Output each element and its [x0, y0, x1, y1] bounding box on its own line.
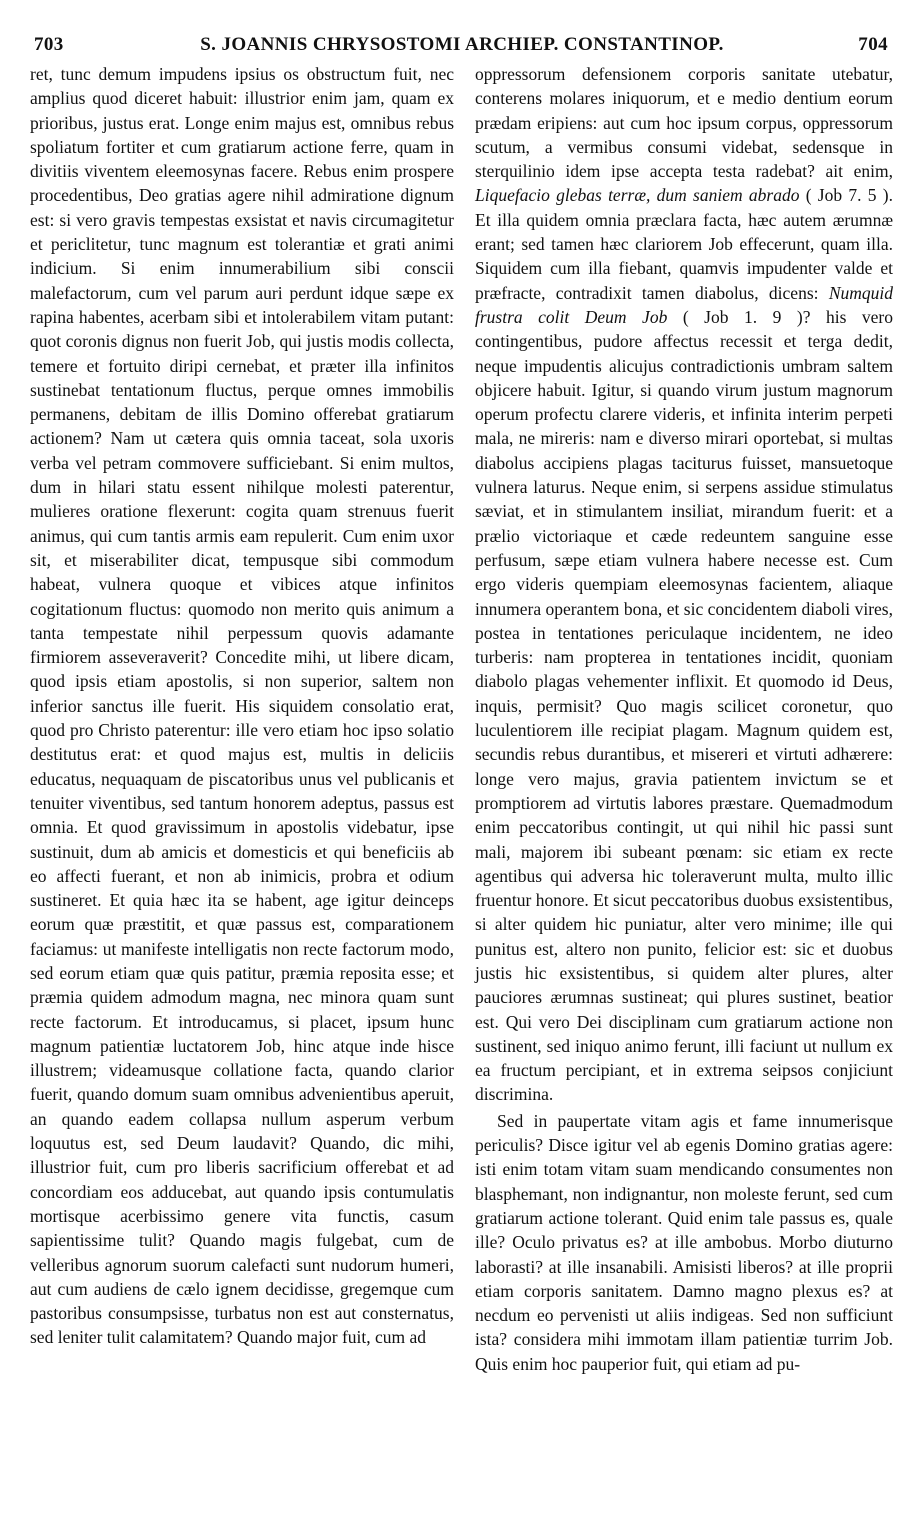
- right-paragraph-1: [475, 62, 893, 1107]
- right-paragraph-2: Sed in paupertate vitam agis et fame innumerisque periculis? Disce igitur vel ab egenis Domino gratias agere: isti enim totam vitam suam mendicando consumentes non blasphemant, non indignantur, non moleste ferunt, sed cum gratiarum actione tolerant. Quid enim tale passus es, quale ille? Oculo privatus es? at ille ambobus. Morbo diuturno laborasti? at ille insanabili. Amisisti liberos? at ille proprii etiam corporis sanitatem. Damno magno plexus es? at necdum eo pervenisti ut aliis indigeas. Sed non sufficiunt ista? considera mihi immotam illam patientiæ turrim Job. Quis enim hoc pauperior fuit, qui etiam ad pu-: [475, 1110, 893, 1374]
- left-column: [30, 62, 454, 1350]
- right-column: [475, 62, 893, 1376]
- right-paragraph-1-text-b: Et illa quidem omnia præclara facta, hæc autem ærumnæ erant; sed tamen hæc clariorem Job effecerunt, quam illa. Siquidem cum illa fiebant, quamvis impudenter valde et præfracte, contradixit tamen diabolus, dicens:: [475, 209, 893, 303]
- running-header: [28, 34, 896, 62]
- right-paragraph-1-text-a: oppressorum defensionem corporis sanitate utebatur, conterens molares iniquorum, et e medio dentium eorum prædam eripiens: aut cum hoc ipsum corpus, oppressorum scutum, a vermibus consumi videbat, sedensque in sterquilinio idem ipse accepta testa radebat? ait enim,: [475, 64, 893, 182]
- page-number-left: 703: [34, 34, 64, 55]
- scripture-ref-job-7-5: ( Job 7. 5 ).: [799, 185, 893, 206]
- scripture-quote-job-7-5: Liquefacio glebas terræ, dum saniem abrado: [475, 185, 800, 206]
- scripture-ref-job-1-9: ( Job 1. 9 )?: [667, 306, 811, 327]
- right-paragraph-1-text-c: his vero contingentibus, pudore affectus recessit et terga dedit, neque impudentis alicujus contradictionis umbram saltem objicere habuit. Igitur, si quando virum justum magnorum operum profectu clarere videris, et infinita interim perpeti mala, ne mireris: nam e diverso mirari oportebat, si multas diabolus accipiens plagas taciturus fuisset, mansuetoque vulnera laturus. Neque enim, si serpens assidue stimulatus sæviat, et in stimulantem insiliat, mirandum fuerit: et a prælio victoriaque et cæde redeuntem sanguine esse perfusum, sæpe etiam vulnera habere necesse est. Cum ergo videris quempiam eleemosynas facientem, aliaque innumera operantem bona, et sic concidentem diaboli vires, postea in tentationes periculaque incidentem, ne ideo turberis: nam propterea in tentationes incidit, quoniam diabolo plagas vehementer inflixit. Et quomodo id Deus, inquis, permisit? Quo magis scilicet coronetur, quo luculentiorem ille recipiat plagam. Magnum quidem est, secundis rebus durantibus, et misereri et virtuti adhærere: longe vero majus, gravia patientem invictum se et promptiorem ad virtutis labores præstare. Quemadmodum enim peccatoribus contingit, ut qui nihil hic passi sunt mali, majorem ibi subeant pœnam: sic etiam ex recte agentibus qui adversa hic toleraverunt multa, multo illic fruentur honore. Et sicut peccatoribus duobus exsistentibus, si alter quidem hic puniatur, alter vero minime; ille qui punitus est, altero non punito, felicior est: sic et duobus justis hic exsistentibus, si quidem alter plures, alter pauciores ærumnas sustineat; qui plures sustinet, beatior est. Qui vero Dei disciplinam cum gratiarum actione non sustinent, sed iniquo animo ferunt, illi faciunt ut nullum ex ea fructum percipiant, et in extrema seipsos conjiciunt discrimina.: [475, 306, 893, 1105]
- running-title: S. JOANNIS CHRYSOSTOMI ARCHIEP. CONSTANTINOP.: [200, 34, 724, 55]
- page-number-right: 704: [858, 34, 888, 55]
- scripture-quote-job-1-9: Numquid frustra colit Deum Job: [475, 282, 893, 327]
- left-paragraph-1: ret, tunc demum impudens ipsius os obstructum fuit, nec amplius quod diceret habuit: illustrior enim jam, quam ex prioribus, justus erat. Longe enim majus est, omnibus rebus spoliatum fortiter et cum gratiarum actione ferre, quam in divitiis viventem eleemosynas facere. Rebus enim prospere procedentibus, Deo gratias agere nihil admiratione dignum est: si vero gravis tempestas exsistat et navis circumagitetur et periclitetur, tunc magnum est tolerantiæ et grati animi indicium. Si enim innumerabilium sibi conscii malefactorum, cum vel parum auri perdunt idque sæpe ex rapina habentes, acerbam sibi et intolerabilem vitam putant: quot coronis dignus non fuerit Job, qui justis modis collecta, temere et fortuito diripi cernebat, et præter illa infinitos sustinebat tentationum fluctus, perque omnes immobilis permanens, debitam de illis Domino offerebat gratiarum actionem? Nam ut cætera quis omnia taceat, sola uxoris verba vel petram commovere sufficiebant. Si enim multos, dum in hilari statu essent nihilque molesti paterentur, mulieres oratione flexerunt: cogita quam strenuus fuerit animus, qui cum tantis armis eam repulerit. Cum enim uxor sit, et miserabiliter dicat, tempusque sibi commodum habeat, vulnera quoque et vibices atque infinitos cogitationum fluctus: quomodo non merito quis animum a tanta tempestate nihil perpessum quovis adamante firmiorem asseveraverit? Concedite mihi, ut libere dicam, quod ipsis etiam apostolis, si non superior, saltem non inferior sanctus ille fuerit. His siquidem consolatio erat, quod pro Christo paterentur: ille vero etiam hoc ipso solatio destitutus erat: et quod majus est, multis in deliciis educatus, nequaquam de piscatoribus unus vel publicanis et tenuiter viventibus, sed tantum honorem adeptus, passus est omnia. Et quod gravissimum in apostolis videbatur, ipse sustinuit, dum ab amicis et domesticis et qui beneficiis ab eo affecti fuerant, et non ab inimicis, probra et odium sustineret. Et quia hæc ita se habent, age igitur deinceps eorum quæ præstitit, et quæ passus est, comparationem faciamus: ut manifeste intelligatis non recte factorum modo, sed eorum etiam quæ quis patitur, præmia reposita esse; et præmia quidem admodum magna, nec minora quam sunt recte factorum. Et introducamus, si placet, ipsum hunc magnum patientiæ luctatorem Job, hinc atque inde hisce illustrem; videamusque collatione facta, quando clarior fuerit, quando domum suam omnibus advenientibus aperuit, an quando eadem collapsa nullum asperum verbum loquutus est, sed Deum laudavit? Quando, dic mihi, illustrior fuit, cum pro liberis sacrificium offerebat et ad concordiam eos adducebat, aut quando ipsis contumulatis mortisque acerbissimo genere vita functis, casum sapientissime tulit? Quando magis fulgebat, cum de velleribus agnorum suorum calefacti sunt nudorum humeri, aut cum audiens de cælo ignem decidisse, gregemque cum pastoribus consumpsisse, turbatus non est aut consternatus, sed leniter tulit calamitatem? Quando major fuit, cum ad: [30, 64, 454, 1348]
